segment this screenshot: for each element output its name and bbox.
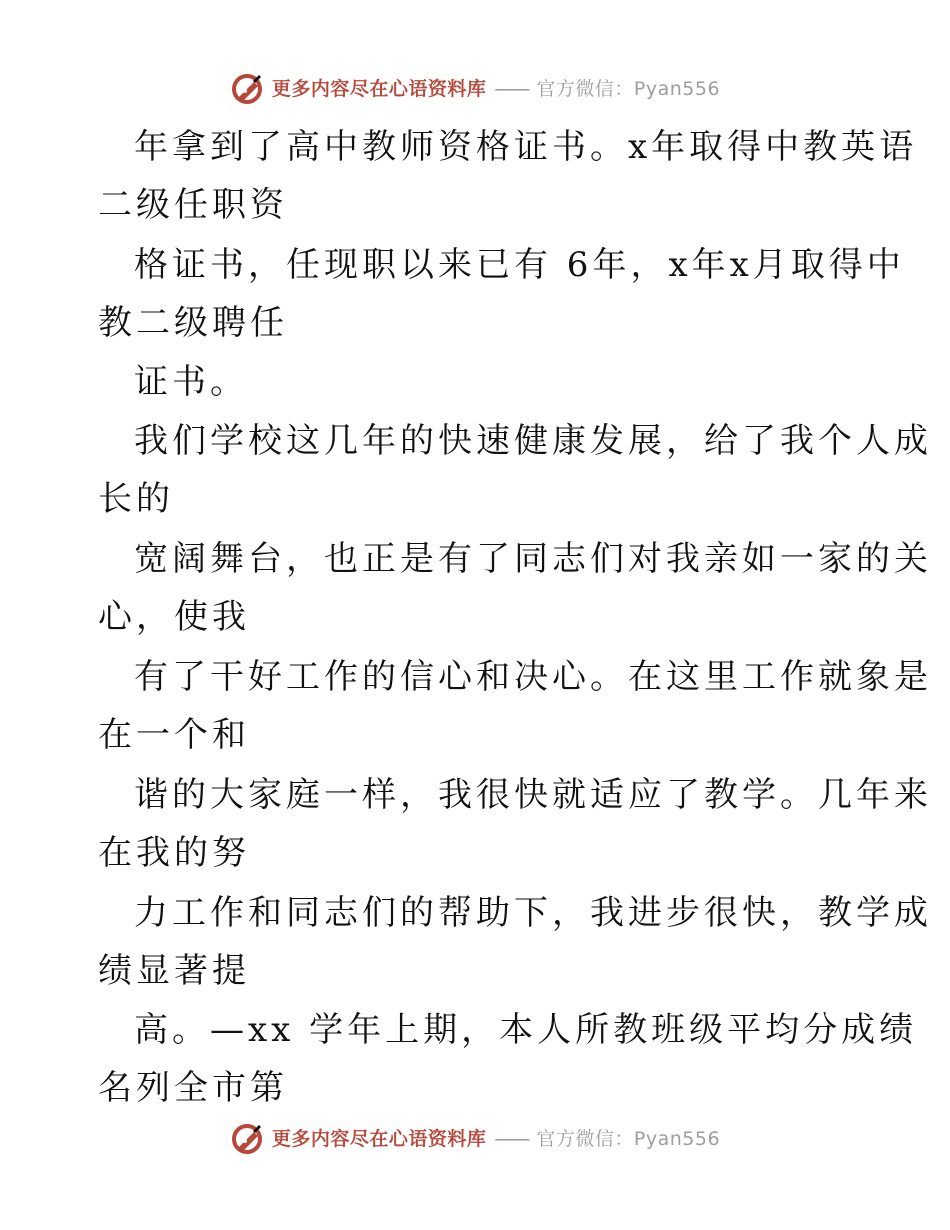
body-line: 年拿到了高中教师资格证书。x年取得中教英语 (134, 127, 918, 167)
footer-contact-text: 官方微信：Pyan556 (536, 1127, 721, 1150)
body-line: 我们学校这几年的快速健康发展，给了我个人成 (134, 421, 932, 461)
pen-logo-icon (230, 1122, 264, 1156)
document-body (0, 118, 950, 1108)
pen-logo-icon (230, 72, 264, 106)
body-line: 心，使我 (98, 597, 250, 637)
body-line: 长的 (98, 479, 174, 519)
page-header-watermark (0, 72, 950, 106)
body-line: 在一个和 (98, 715, 250, 755)
body-line: 名列全市第 (98, 1068, 288, 1108)
body-line: 在我的努 (98, 833, 250, 873)
body-line: 谐的大家庭一样，我很快就适应了教学。几年来 (134, 775, 932, 815)
body-line: 宽阔舞台，也正是有了同志们对我亲如一家的关 (134, 539, 932, 579)
body-line: 格证书，任现职以来已有 6年，x年x月取得中 (134, 245, 905, 285)
body-line: 绩显著提 (98, 951, 250, 991)
body-line: 二级任职资 (98, 185, 288, 225)
footer-dash: —— (494, 1127, 529, 1150)
header-brand-text: 更多内容尽在心语资料库 (271, 77, 487, 100)
body-line: 有了干好工作的信心和决心。在这里工作就象是 (134, 657, 932, 697)
footer-brand-text: 更多内容尽在心语资料库 (271, 1127, 487, 1150)
body-line: 教二级聘任 (98, 303, 288, 343)
body-line: 力工作和同志们的帮助下，我进步很快，教学成 (134, 893, 932, 933)
body-line: 证书。 (134, 362, 248, 402)
header-dash: —— (494, 77, 529, 100)
header-contact-text: 官方微信：Pyan556 (536, 77, 721, 100)
body-line: 高。—xx 学年上期，本人所教班级平均分成绩 (134, 1010, 918, 1050)
page-footer-watermark (0, 1122, 950, 1156)
